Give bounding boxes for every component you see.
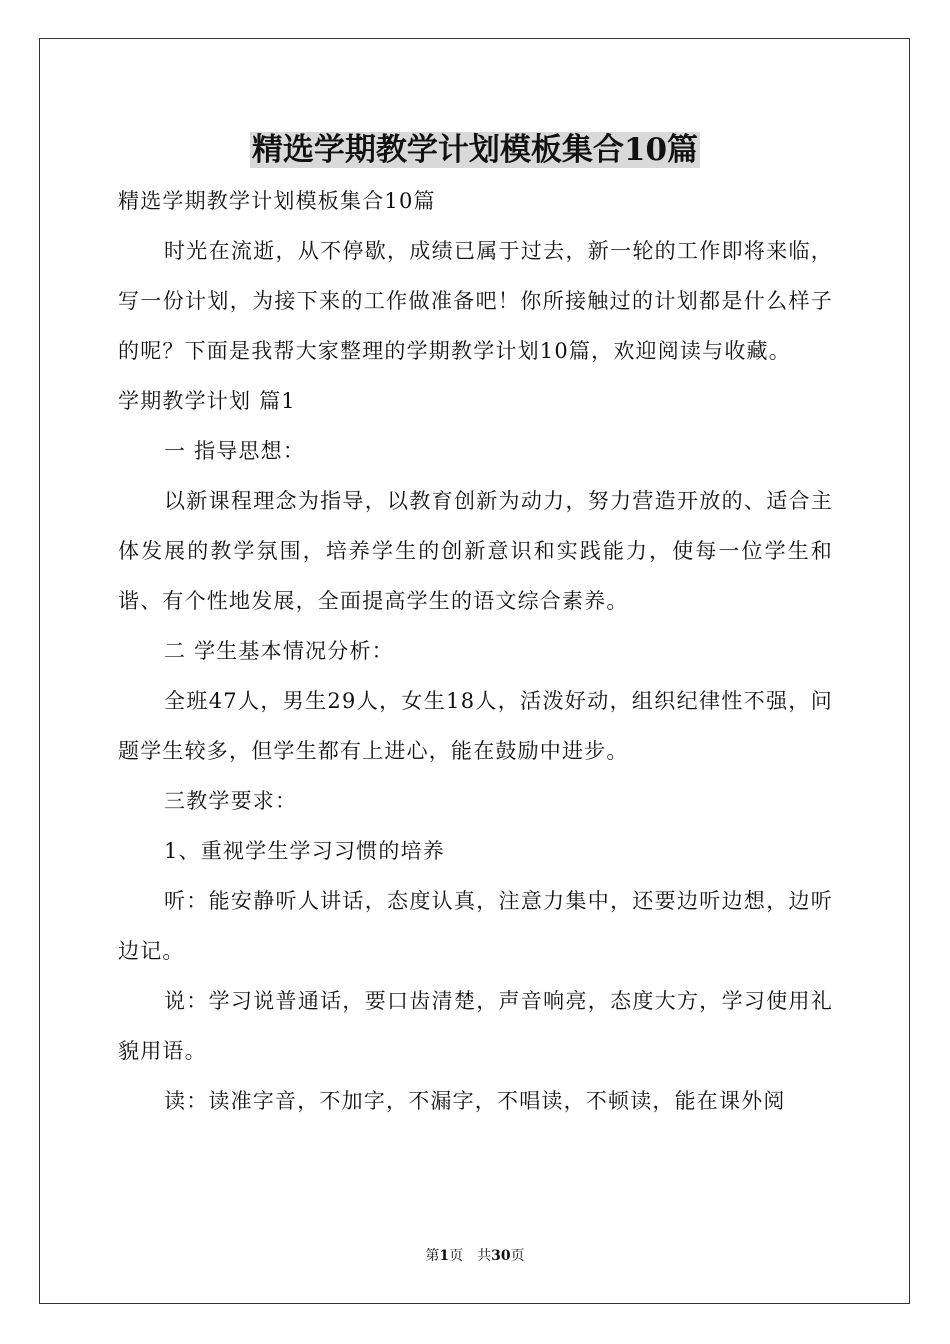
listen-paragraph: 听：能安静听人讲话，态度认真，注意力集中，还要边听边想，边听边记。 [118,889,833,963]
speak-paragraph: 说：学习说普通话，要口齿清楚，声音响亮，态度大方，学习使用礼貌用语。 [118,989,833,1063]
students-heading: 二 学生基本情况分析： [164,639,394,663]
guiding-heading: 一 指导思想： [164,439,306,463]
intro-paragraph: 时光在流逝，从不停歇，成绩已属于过去，新一轮的工作即将来临，写一份计划，为接下来的工作做准备吧！你所接触过的计划都是什么样子的呢？下面是我帮大家整理的学期教学计划10篇，欢迎阅读与收藏。 [118,239,833,363]
document-subtitle: 精选学期教学计划模板集合10篇 [118,189,436,213]
document-body [118,176,833,1126]
guiding-paragraph: 以新课程理念为指导，以教育创新为动力，努力营造开放的、适合主体发展的教学氛围，培养学生的创新意识和实践能力，使每一位学生和谐、有个性地发展，全面提高学生的语文综合素养。 [118,489,833,613]
students-paragraph: 全班47人，男生29人，女生18人，活泼好动，组织纪律性不强，问题学生较多，但学生都有上进心，能在鼓励中进步。 [118,689,833,763]
page-prefix: 第 [425,1248,440,1264]
page-mid: 页 共 [449,1248,492,1264]
requirements-heading: 三教学要求： [164,789,298,813]
read-paragraph: 读：读准字音，不加字，不漏字，不唱读，不顿读，能在课外阅 [164,1089,786,1113]
page-total: 30 [491,1248,511,1264]
document-title [0,128,950,172]
habit-heading: 1、重视学生学习习惯的培养 [164,839,445,863]
document-title-text: 精选学期教学计划模板集合10篇 [251,132,699,168]
page-number-footer [0,1246,950,1266]
page-current: 1 [439,1248,450,1264]
page-suffix: 页 [510,1248,525,1264]
section-heading: 学期教学计划 篇1 [118,389,296,413]
